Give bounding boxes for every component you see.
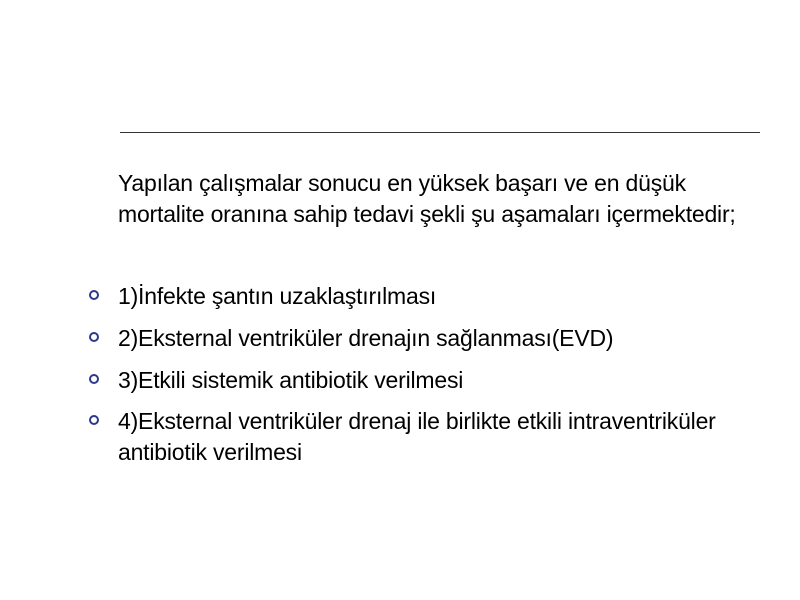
- bullet-text: 4)Eksternal ventriküler drenaj ile birlikte etkili intraventriküler antibiotik verilmesi: [118, 408, 716, 465]
- title-divider-line: [120, 132, 760, 133]
- hollow-circle-bullet-icon: [89, 415, 99, 425]
- intro-paragraph: Yapılan çalışmalar sonucu en yüksek başarı ve en düşük mortalite oranına sahip tedavi şekli şu aşamaları içermektedir;: [118, 170, 736, 227]
- bullet-text: 2)Eksternal ventriküler drenajın sağlanması(EVD): [118, 325, 614, 351]
- hollow-circle-bullet-icon: [89, 374, 99, 384]
- bullet-text: 1)İnfekte şantın uzaklaştırılması: [118, 283, 437, 309]
- bullet-text: 3)Etkili sistemik antibiotik verilmesi: [118, 367, 464, 393]
- hollow-circle-bullet-icon: [89, 332, 99, 342]
- hollow-circle-bullet-icon: [89, 290, 99, 300]
